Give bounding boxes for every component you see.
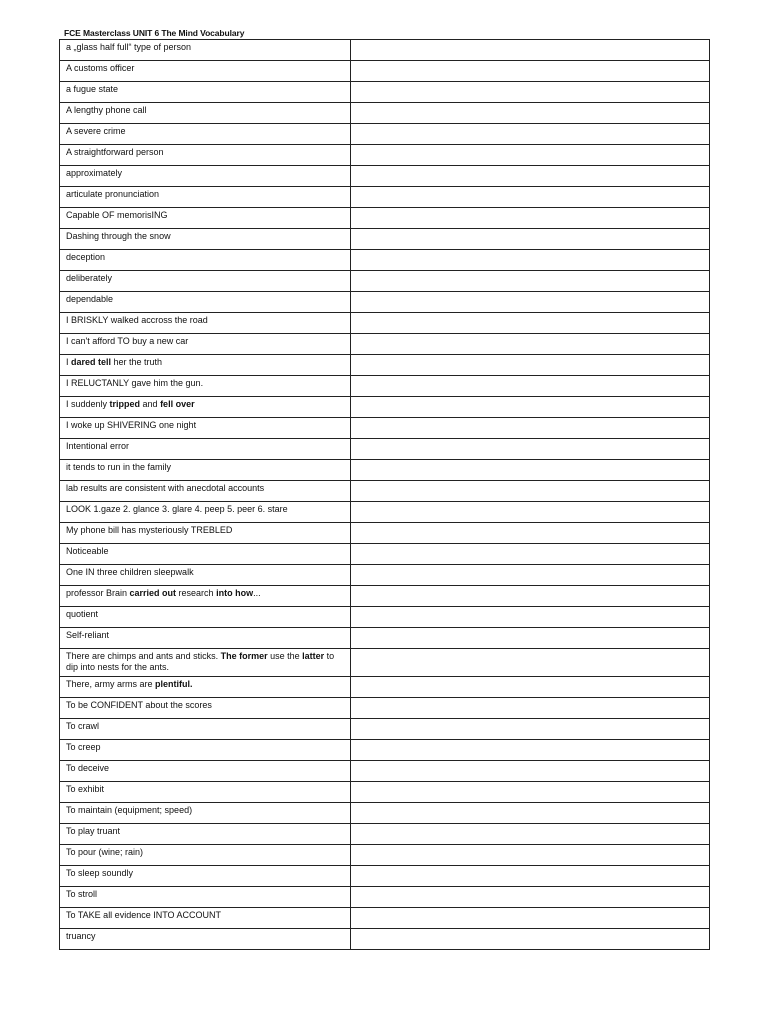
bold-term-text: carried out	[129, 588, 177, 598]
table-row	[60, 740, 710, 761]
term-text: articulate pronunciation	[66, 189, 160, 199]
answer-cell[interactable]	[351, 355, 710, 376]
answer-cell[interactable]	[351, 908, 710, 929]
term-text: To maintain (equipment; speed)	[66, 805, 193, 815]
term-text: There are chimps and ants and sticks.	[66, 651, 221, 661]
vocab-term-cell	[60, 250, 351, 271]
vocab-term-cell	[60, 740, 351, 761]
vocab-term-cell	[60, 523, 351, 544]
bold-term-text: fell over	[160, 399, 195, 409]
term-text: use the	[267, 651, 303, 661]
table-row	[60, 355, 710, 376]
vocab-term-cell	[60, 355, 351, 376]
term-text: and	[140, 399, 161, 409]
answer-cell[interactable]	[351, 397, 710, 418]
vocab-term-cell	[60, 460, 351, 481]
table-row	[60, 439, 710, 460]
term-text: To be CONFIDENT about the scores	[66, 700, 212, 710]
vocab-term-cell	[60, 187, 351, 208]
answer-cell[interactable]	[351, 61, 710, 82]
answer-cell[interactable]	[351, 929, 710, 950]
table-row	[60, 292, 710, 313]
table-row	[60, 229, 710, 250]
term-text: LOOK 1.gaze 2. glance 3. glare 4. peep 5. peer 6. stare	[66, 504, 288, 514]
table-row	[60, 187, 710, 208]
answer-cell[interactable]	[351, 82, 710, 103]
table-row	[60, 628, 710, 649]
term-text: I suddenly	[66, 399, 110, 409]
term-text: A severe crime	[66, 126, 126, 136]
term-text: To sleep soundly	[66, 868, 134, 878]
vocab-term-cell	[60, 929, 351, 950]
table-row	[60, 698, 710, 719]
table-row	[60, 166, 710, 187]
term-text: A straightforward person	[66, 147, 164, 157]
answer-cell[interactable]	[351, 887, 710, 908]
term-text: A lengthy phone call	[66, 105, 147, 115]
answer-cell[interactable]	[351, 845, 710, 866]
answer-cell[interactable]	[351, 803, 710, 824]
term-text: quotient	[66, 609, 99, 619]
term-text: A customs officer	[66, 63, 135, 73]
term-text: Noticeable	[66, 546, 109, 556]
answer-cell[interactable]	[351, 271, 710, 292]
table-row	[60, 523, 710, 544]
vocab-term-cell	[60, 502, 351, 523]
vocab-term-cell	[60, 481, 351, 502]
table-row	[60, 719, 710, 740]
term-text: lab results are consistent with anecdotal accounts	[66, 483, 265, 493]
term-text: I can't afford TO buy a new car	[66, 336, 189, 346]
vocab-term-cell	[60, 292, 351, 313]
vocab-term-cell	[60, 677, 351, 698]
term-text: a fugue state	[66, 84, 119, 94]
vocab-term-cell	[60, 586, 351, 607]
term-text: it tends to run in the family	[66, 462, 172, 472]
answer-cell[interactable]	[351, 607, 710, 628]
answer-cell[interactable]	[351, 229, 710, 250]
table-row	[60, 208, 710, 229]
vocab-term-cell	[60, 82, 351, 103]
answer-cell[interactable]	[351, 628, 710, 649]
table-row	[60, 803, 710, 824]
table-row	[60, 824, 710, 845]
bold-term-text: The former	[220, 651, 268, 661]
table-row	[60, 124, 710, 145]
answer-cell[interactable]	[351, 586, 710, 607]
answer-cell[interactable]	[351, 824, 710, 845]
term-text: To stroll	[66, 889, 98, 899]
vocab-term-cell	[60, 313, 351, 334]
vocab-term-cell	[60, 208, 351, 229]
answer-cell[interactable]	[351, 502, 710, 523]
term-text: dependable	[66, 294, 114, 304]
term-text: to dip into nests for the ants.	[66, 651, 335, 672]
vocab-term-cell	[60, 40, 351, 61]
table-row	[60, 607, 710, 628]
document-title: FCE Masterclass UNIT 6 The Mind Vocabulary	[64, 28, 245, 38]
term-text: ...	[253, 588, 261, 598]
table-row	[60, 376, 710, 397]
vocab-term-cell	[60, 649, 351, 677]
term-text: To exhibit	[66, 784, 105, 794]
answer-cell[interactable]	[351, 124, 710, 145]
answer-cell[interactable]	[351, 40, 710, 61]
term-text: There, army arms are	[66, 679, 156, 689]
vocab-term-cell	[60, 887, 351, 908]
bold-term-text: latter	[302, 651, 325, 661]
term-text: To deceive	[66, 763, 110, 773]
answer-cell[interactable]	[351, 719, 710, 740]
vocab-term-cell	[60, 845, 351, 866]
table-row	[60, 271, 710, 292]
answer-cell[interactable]	[351, 677, 710, 698]
term-text: Intentional error	[66, 441, 130, 451]
vocab-term-cell	[60, 418, 351, 439]
answer-cell[interactable]	[351, 740, 710, 761]
table-row	[60, 397, 710, 418]
table-row	[60, 929, 710, 950]
table-row	[60, 61, 710, 82]
vocab-term-cell	[60, 719, 351, 740]
term-text: My phone bill has mysteriously TREBLED	[66, 525, 233, 535]
vocab-term-cell	[60, 376, 351, 397]
answer-cell[interactable]	[351, 439, 710, 460]
term-text: truancy	[66, 931, 96, 941]
term-text: her the truth	[111, 357, 163, 367]
table-row	[60, 502, 710, 523]
term-text: To creep	[66, 742, 101, 752]
term-text: One IN three children sleepwalk	[66, 567, 194, 577]
answer-cell[interactable]	[351, 649, 710, 677]
answer-cell[interactable]	[351, 103, 710, 124]
answer-cell[interactable]	[351, 761, 710, 782]
vocab-term-cell	[60, 124, 351, 145]
vocab-term-cell	[60, 866, 351, 887]
table-row	[60, 418, 710, 439]
table-row	[60, 908, 710, 929]
term-text: I woke up SHIVERING one night	[66, 420, 197, 430]
term-text: I RELUCTANLY gave him the gun.	[66, 378, 204, 388]
vocab-term-cell	[60, 803, 351, 824]
table-row	[60, 334, 710, 355]
table-row	[60, 103, 710, 124]
answer-cell[interactable]	[351, 782, 710, 803]
term-text: deliberately	[66, 273, 113, 283]
term-text: I	[66, 357, 72, 367]
table-row	[60, 40, 710, 61]
vocab-term-cell	[60, 229, 351, 250]
term-text: research	[176, 588, 217, 598]
answer-cell[interactable]	[351, 187, 710, 208]
answer-cell[interactable]	[351, 523, 710, 544]
table-row	[60, 460, 710, 481]
vocab-term-cell	[60, 782, 351, 803]
table-row	[60, 250, 710, 271]
bold-term-text: tripped	[109, 399, 141, 409]
answer-cell[interactable]	[351, 250, 710, 271]
vocab-term-cell	[60, 271, 351, 292]
vocab-term-cell	[60, 761, 351, 782]
answer-cell[interactable]	[351, 334, 710, 355]
answer-cell[interactable]	[351, 460, 710, 481]
vocab-term-cell	[60, 698, 351, 719]
answer-cell[interactable]	[351, 145, 710, 166]
table-row	[60, 481, 710, 502]
answer-cell[interactable]	[351, 565, 710, 586]
term-text: approximately	[66, 168, 123, 178]
vocab-term-cell	[60, 103, 351, 124]
term-text: Dashing through the snow	[66, 231, 171, 241]
answer-cell[interactable]	[351, 481, 710, 502]
vocab-term-cell	[60, 166, 351, 187]
vocab-term-cell	[60, 334, 351, 355]
term-text: a „glass half full“ type of person	[66, 42, 192, 52]
vocab-term-cell	[60, 565, 351, 586]
term-text: Self-reliant	[66, 630, 110, 640]
bold-term-text: dared tell	[71, 357, 112, 367]
answer-cell[interactable]	[351, 418, 710, 439]
vocab-term-cell	[60, 544, 351, 565]
table-row	[60, 544, 710, 565]
table-row	[60, 586, 710, 607]
table-row	[60, 866, 710, 887]
answer-cell[interactable]	[351, 544, 710, 565]
term-text: deception	[66, 252, 106, 262]
answer-cell[interactable]	[351, 698, 710, 719]
vocab-term-cell	[60, 145, 351, 166]
table-row	[60, 782, 710, 803]
answer-cell[interactable]	[351, 292, 710, 313]
vocab-term-cell	[60, 607, 351, 628]
term-text: To play truant	[66, 826, 121, 836]
table-row	[60, 82, 710, 103]
table-row	[60, 649, 710, 677]
answer-cell[interactable]	[351, 376, 710, 397]
vocab-term-cell	[60, 439, 351, 460]
vocab-term-cell	[60, 908, 351, 929]
answer-cell[interactable]	[351, 208, 710, 229]
term-text: To pour (wine; rain)	[66, 847, 144, 857]
table-row	[60, 145, 710, 166]
table-row	[60, 845, 710, 866]
table-row	[60, 677, 710, 698]
vocabulary-table	[59, 39, 710, 950]
bold-term-text: plentiful.	[155, 679, 193, 689]
vocab-term-cell	[60, 397, 351, 418]
answer-cell[interactable]	[351, 866, 710, 887]
vocab-term-cell	[60, 824, 351, 845]
vocab-term-cell	[60, 628, 351, 649]
term-text: I BRISKLY walked accross the road	[66, 315, 208, 325]
answer-cell[interactable]	[351, 166, 710, 187]
vocabulary-table-body	[60, 40, 710, 950]
bold-term-text: into how	[216, 588, 254, 598]
vocab-term-cell	[60, 61, 351, 82]
term-text: professor Brain	[66, 588, 130, 598]
table-row	[60, 313, 710, 334]
term-text: To TAKE all evidence INTO ACCOUNT	[66, 910, 222, 920]
table-row	[60, 887, 710, 908]
term-text: To crawl	[66, 721, 100, 731]
term-text: Capable OF memorisING	[66, 210, 168, 220]
table-row	[60, 565, 710, 586]
table-row	[60, 761, 710, 782]
answer-cell[interactable]	[351, 313, 710, 334]
